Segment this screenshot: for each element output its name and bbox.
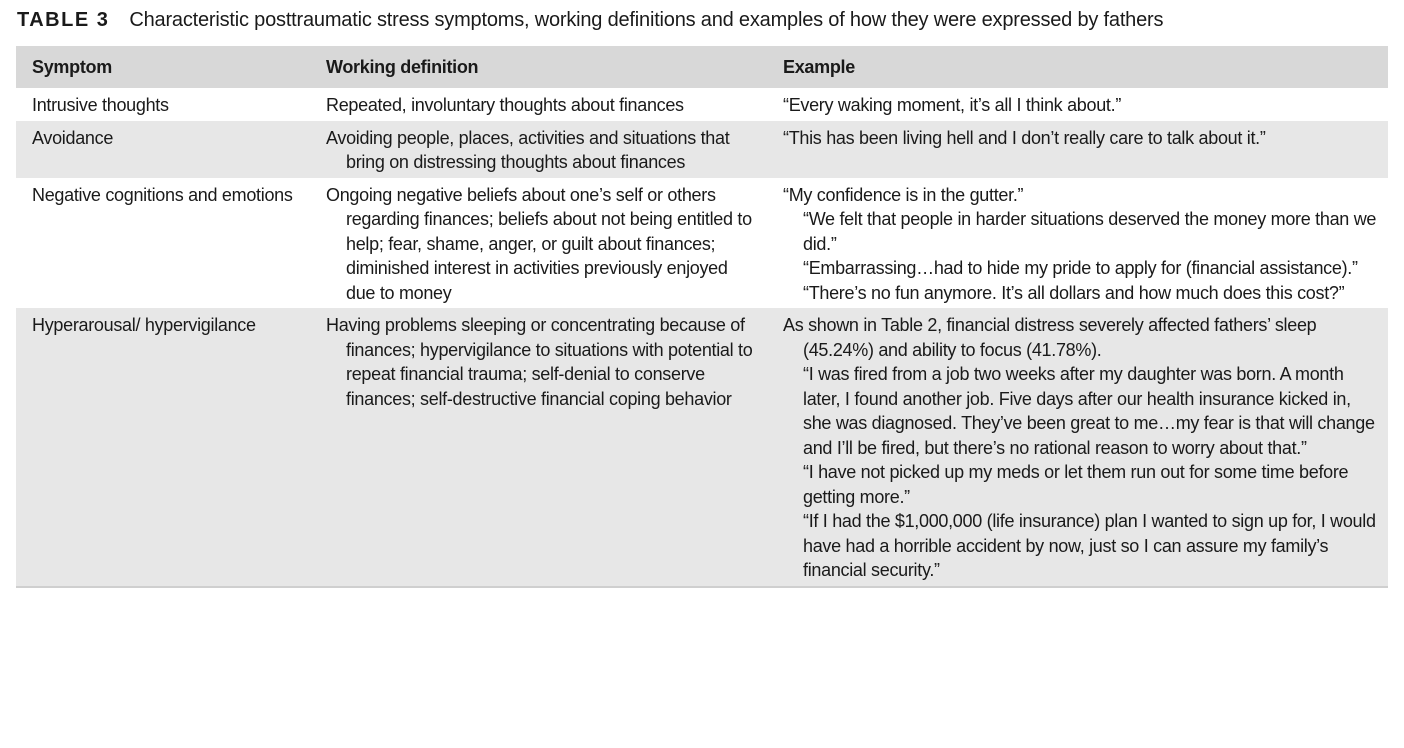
header-symptom: Symptom xyxy=(16,46,310,88)
definition-text: Ongoing negative beliefs about one’s self or others regarding finances; beliefs about not being entitled to help; fear, shame, anger, or guilt about finances; diminished interest in activities previously enjoyed due to money xyxy=(326,184,752,303)
definition-text: Repeated, involuntary thoughts about finances xyxy=(326,95,684,115)
definition-cell xyxy=(310,121,767,178)
example-text: “This has been living hell and I don’t really care to talk about it.” xyxy=(783,127,1266,148)
example-text: “Embarrassing…had to hide my pride to apply for (financial assistance).” xyxy=(803,258,1358,278)
symptom-text: Hyperarousal/ hypervigilance xyxy=(32,315,256,335)
example-text: “If I had the $1,000,000 (life insurance) plan I wanted to sign up for, I would have had a horrible accident by now, just so I can assure my family’s financial security.” xyxy=(803,511,1376,580)
symptom-text: Intrusive thoughts xyxy=(32,95,169,115)
table-header-row xyxy=(16,46,1388,88)
definition-text: Avoiding people, places, activities and situations that bring on distressing thoughts about finances xyxy=(326,127,730,172)
example-text: “There’s no fun anymore. It’s all dollars and how much does this cost?” xyxy=(803,282,1345,303)
symptoms-table xyxy=(16,46,1388,588)
example-text: “I was fired from a job two weeks after my daughter was born. A month later, I found another job. Five days after our health insurance kicked in, she was diagnosed. They’ve been great to me…my fear is that will change and I’ll be fired, but there’s no rational reason to worry about that.” xyxy=(803,364,1375,458)
definition-cell xyxy=(310,88,767,121)
table-caption xyxy=(17,9,1163,32)
symptom-cell xyxy=(16,121,310,178)
symptom-text: Negative cognitions and emotions xyxy=(32,184,293,205)
table-title: Characteristic posttraumatic stress symptoms, working definitions and examples of how they were expressed by fathers xyxy=(129,9,1164,31)
example-text: “My confidence is in the gutter.” xyxy=(783,184,1024,205)
example-cell xyxy=(767,121,1388,178)
table-row xyxy=(16,121,1388,178)
definition-cell xyxy=(310,178,767,309)
symptom-cell xyxy=(16,308,310,587)
symptom-text: Avoidance xyxy=(32,127,114,148)
table-row xyxy=(16,308,1388,587)
table-label: TABLE 3 xyxy=(17,9,110,31)
example-text: As shown in Table 2, financial distress severely affected fathers’ sleep (45.24%) and ability to focus (41.78%). xyxy=(783,315,1317,360)
table-row xyxy=(16,178,1388,309)
example-text: “Every waking moment, it’s all I think about.” xyxy=(783,95,1122,115)
header-working-definition: Working definition xyxy=(310,46,767,88)
table-row xyxy=(16,88,1388,121)
example-cell xyxy=(767,88,1388,121)
definition-cell xyxy=(310,308,767,587)
definition-text: Having problems sleeping or concentrating because of finances; hypervigilance to situations with potential to repeat financial trauma; self-denial to conserve finances; self-destructive financial coping behavior xyxy=(326,315,753,409)
example-text: “I have not picked up my meds or let them run out for some time before getting more.” xyxy=(803,462,1349,507)
symptom-cell xyxy=(16,178,310,309)
symptom-cell xyxy=(16,88,310,121)
example-text: “We felt that people in harder situations deserved the money more than we did.” xyxy=(803,209,1377,254)
example-cell xyxy=(767,178,1388,309)
header-example: Example xyxy=(767,46,1388,88)
example-cell xyxy=(767,308,1388,587)
